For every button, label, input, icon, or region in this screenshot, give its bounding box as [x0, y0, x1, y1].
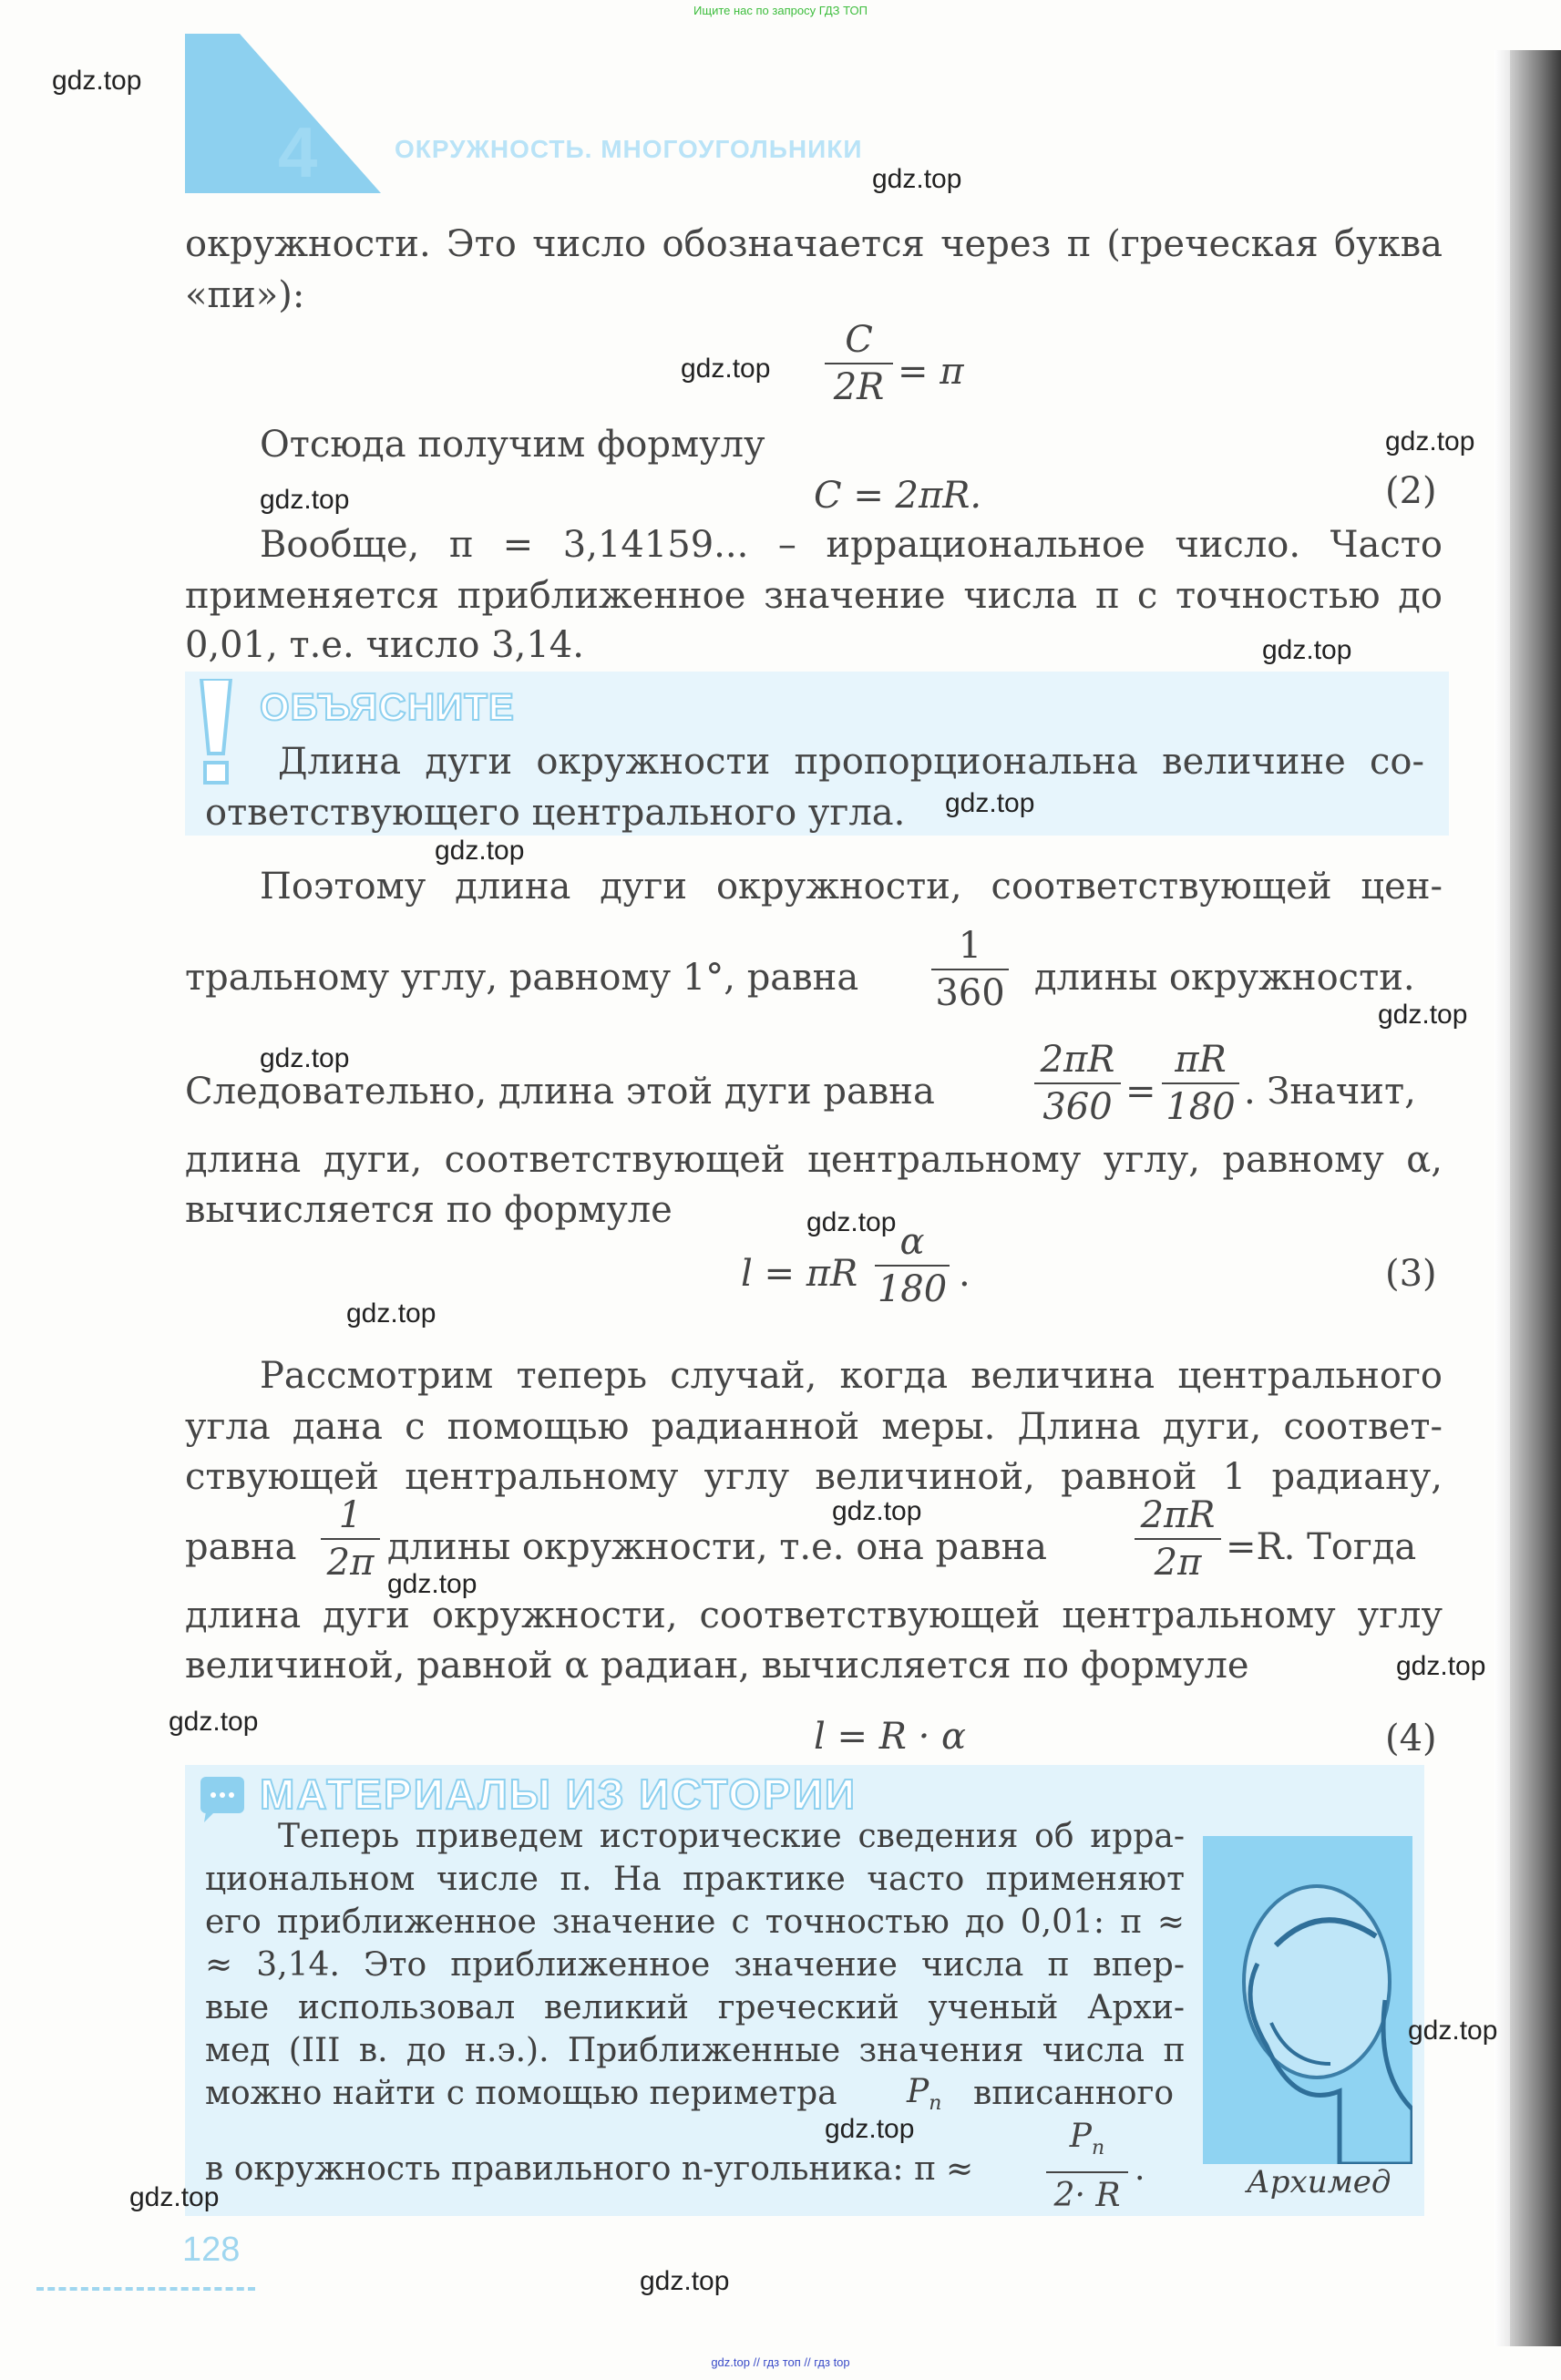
- top-banner[interactable]: Ищите нас по запросу ГДЗ ТОП: [693, 4, 868, 17]
- explain-line2: ответствующего центрального угла.: [205, 792, 906, 834]
- watermark: gdz.top: [640, 2266, 730, 2296]
- eq4: l = R · α: [814, 1716, 967, 1758]
- history-line3: его приближенное значение с точностью до 0,01: π ≈: [205, 1903, 1185, 1941]
- fraction-2piR-2pi: [1135, 1494, 1221, 1584]
- portrait-caption: Архимед: [1247, 2164, 1392, 2200]
- watermark: gdz.top: [52, 66, 142, 96]
- para4-line5: вычисляется по формуле: [185, 1189, 673, 1231]
- history-line8a: в окружность правильного n-угольника: π ≈: [205, 2150, 974, 2188]
- fraction-bar: [1046, 2171, 1128, 2173]
- para5-line4a: равна: [185, 1526, 297, 1568]
- para5-line1: Рассмотрим теперь случай, когда величина центрального: [260, 1355, 1443, 1397]
- para4-line3b: . Значит,: [1244, 1071, 1416, 1113]
- watermark: gdz.top: [129, 2182, 220, 2212]
- watermark: gdz.top: [681, 354, 771, 384]
- eq2: C = 2πR.: [814, 475, 982, 517]
- footer-dashed-line: [36, 2287, 255, 2291]
- fraction-den: 180: [877, 1268, 948, 1310]
- history-line1: Теперь приведем исторические сведения об ирра-: [278, 1818, 1185, 1855]
- bottom-banner[interactable]: gdz.top // гдз топ // гдз top: [711, 2355, 850, 2369]
- fraction-den: 360: [1042, 1086, 1113, 1128]
- eq4-number: (4): [1385, 1718, 1437, 1759]
- para4-line1: Поэтому длина дуги окружности, соответствующей цен-: [260, 866, 1443, 908]
- eq1-den: 2R: [833, 366, 885, 408]
- chapter-title: ОКРУЖНОСТЬ. МНОГОУГОЛЬНИКИ: [395, 135, 863, 163]
- fraction-den: 2· R: [1053, 2177, 1121, 2215]
- watermark: gdz.top: [1408, 2016, 1498, 2046]
- fraction-num: 1: [958, 925, 982, 967]
- watermark: gdz.top: [387, 1569, 478, 1599]
- watermark: gdz.top: [260, 1043, 350, 1073]
- watermark: gdz.top: [169, 1707, 259, 1737]
- explain-line1: Длина дуги окружности пропорциональна величине со-: [278, 741, 1424, 783]
- page-edge-highlight: [1494, 50, 1511, 2346]
- fraction-bar: [1034, 1082, 1121, 1084]
- fraction-num: 1: [338, 1494, 363, 1536]
- watermark: gdz.top: [260, 485, 350, 515]
- fraction-bar: [875, 1265, 950, 1267]
- para1-line1: окружности. Это число обозначается через π (греческая буква: [185, 223, 1443, 265]
- watermark: gdz.top: [825, 2114, 915, 2144]
- fraction-1-2pi: [321, 1494, 380, 1584]
- watermark: gdz.top: [435, 836, 525, 866]
- speech-bubble-icon: [199, 1775, 246, 1822]
- para3-line1: Вообще, π = 3,14159... – иррациональное число. Часто: [260, 524, 1443, 566]
- watermark: gdz.top: [945, 788, 1035, 818]
- fraction-bar: [1162, 1082, 1239, 1084]
- archimedes-portrait-image: [1203, 1836, 1412, 2164]
- history-line6: мед (III в. до н.э.). Приближенные значения числа π: [205, 2032, 1185, 2069]
- fraction-num: P: [1069, 2118, 1093, 2155]
- fraction-num: πR: [1175, 1039, 1227, 1081]
- explain-title: ОБЪЯСНИТЕ: [260, 685, 515, 728]
- para5-line4c: =R. Тогда: [1226, 1526, 1417, 1568]
- eq2-number: (2): [1385, 470, 1437, 512]
- watermark: gdz.top: [1385, 426, 1475, 457]
- history-line4: ≈ 3,14. Это приближенное значение числа π впер-: [205, 1946, 1185, 1984]
- watermark: gdz.top: [832, 1496, 922, 1526]
- watermark: gdz.top: [1378, 1000, 1468, 1030]
- page-number: 128: [182, 2231, 241, 2269]
- history-line5: вые использовал великий греческий ученый Архи-: [205, 1989, 1185, 2026]
- history-line8b: .: [1135, 2150, 1145, 2188]
- para5-line3: ствующей центральному углу величиной, равной 1 радиану,: [185, 1456, 1443, 1498]
- para4-eq-sign: =: [1125, 1071, 1156, 1113]
- exclamation-icon: [196, 679, 236, 786]
- history-line7a: можно найти с помощью периметра: [205, 2075, 837, 2112]
- fraction-piR-180: [1162, 1039, 1239, 1128]
- history-fraction: [1046, 2116, 1128, 2217]
- watermark: gdz.top: [1262, 635, 1352, 665]
- para5-line5: длина дуги окружности, соответствующей центральному углу: [185, 1595, 1443, 1636]
- fraction-2piR-360: [1034, 1039, 1121, 1128]
- watermark: gdz.top: [806, 1207, 897, 1237]
- fraction-den: 360: [935, 972, 1005, 1014]
- para5-line6: величиной, равной α радиан, вычисляется по формуле: [185, 1645, 1249, 1687]
- para4-line4: длина дуги, соответствующей центральному углу, равному α,: [185, 1139, 1443, 1181]
- fraction-num: 2πR: [1040, 1039, 1115, 1081]
- chapter-number: 4: [278, 112, 318, 192]
- eq1-num: C: [845, 319, 873, 361]
- para4-line3a: Следовательно, длина этой дуги равна: [185, 1071, 935, 1113]
- eq1-rhs: = π: [898, 351, 964, 393]
- perimeter-n: n: [929, 2092, 942, 2116]
- eq3-lhs: l = πR: [741, 1253, 858, 1295]
- watermark: gdz.top: [1396, 1651, 1486, 1681]
- history-line7b: вписанного: [973, 2075, 1175, 2112]
- history-title: МАТЕРИАЛЫ ИЗ ИСТОРИИ: [260, 1770, 857, 1818]
- fraction-bar: [321, 1538, 380, 1540]
- perimeter-p: P: [907, 2073, 929, 2110]
- watermark: gdz.top: [872, 164, 962, 194]
- watermark: gdz.top: [346, 1298, 436, 1328]
- fraction-den: 2π: [326, 1542, 375, 1584]
- para3-line2: применяется приближенное значение числа π с точностью до: [185, 575, 1443, 617]
- fraction-bar: [931, 969, 1009, 970]
- fraction-num: 2πR: [1140, 1494, 1216, 1536]
- eq1-fraction: [825, 319, 893, 408]
- para5-line2: угла дана с помощью радианной меры. Длина дуги, соответ-: [185, 1406, 1443, 1448]
- fraction-1-360: [931, 925, 1009, 1014]
- fraction-num-sub: n: [1092, 2137, 1105, 2160]
- eq3-number: (3): [1385, 1253, 1437, 1295]
- para3-line3: 0,01, т.е. число 3,14.: [185, 624, 584, 666]
- para4-line2a: тральному углу, равному 1°, равна: [185, 957, 859, 999]
- para5-line4b: длины окружности, т.е. она равна: [387, 1526, 1048, 1568]
- book-spine-edge: [1510, 50, 1561, 2346]
- fraction-den: 2π: [1154, 1542, 1202, 1584]
- para4-line2b: длины окружности.: [1034, 957, 1415, 999]
- eq3-dot: .: [959, 1253, 970, 1295]
- fraction-bar: [825, 363, 893, 364]
- para2-line1: Отсюда получим формулу: [260, 424, 765, 466]
- history-line2: циональном числе π. На практике часто применяют: [205, 1861, 1185, 1898]
- fraction-den: 180: [1166, 1086, 1236, 1128]
- para1-line2: «пи»):: [185, 274, 305, 316]
- fraction-num: α: [899, 1221, 925, 1263]
- fraction-bar: [1135, 1538, 1221, 1540]
